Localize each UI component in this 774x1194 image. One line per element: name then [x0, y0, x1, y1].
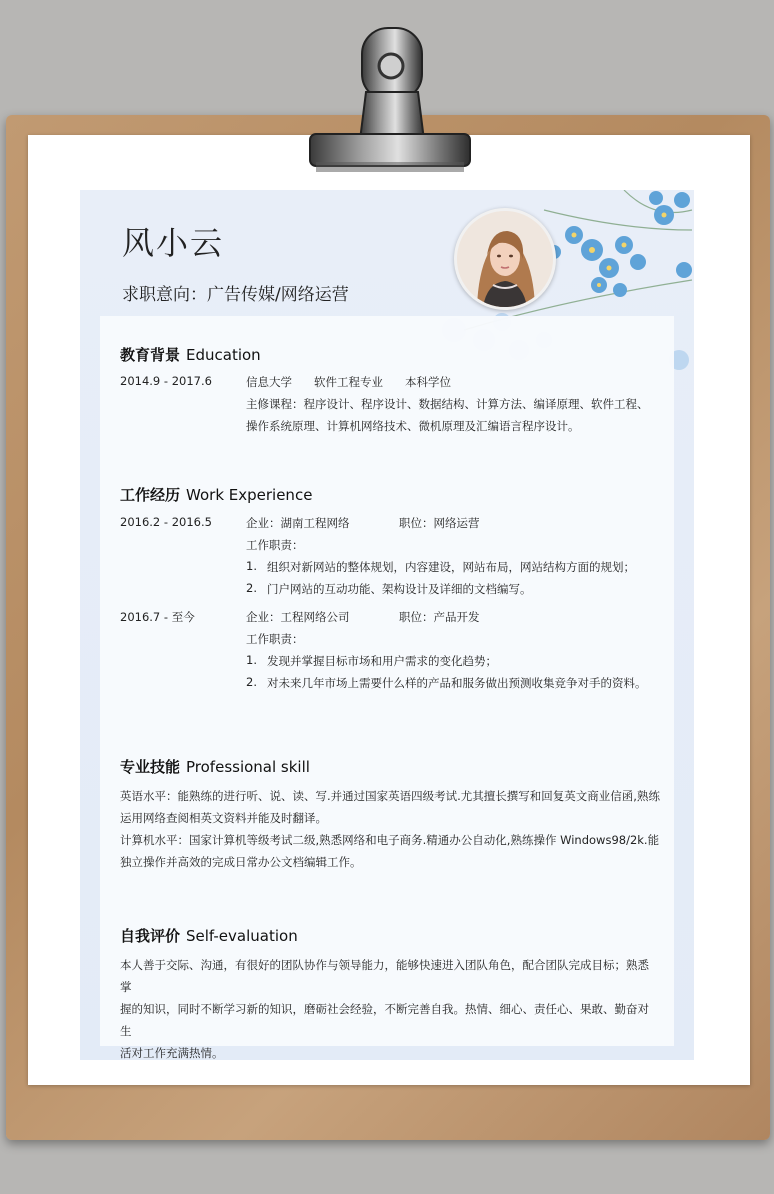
skill-computer-line2: 独立操作并高效的完成日常办公文档编辑工作。 [120, 855, 362, 869]
duty-text: 门户网站的互动功能、架构设计及详细的文档编写。 [267, 582, 532, 596]
resume-page [80, 190, 694, 1060]
section-title: 专业技能 Professional skill [120, 758, 310, 776]
evaluation-line1: 本人善于交际、沟通，有很好的团队协作与领导能力，能够快速进入团队角色，配合团队完成目标；熟悉掌 [120, 958, 649, 994]
section-title: 工作经历 Work Experience [120, 486, 313, 504]
education-section [120, 344, 660, 433]
duty-text: 组织对新网站的整体规划，内容建设，网站布局，网站结构方面的规划； [267, 560, 635, 574]
duty-number: 1. [246, 653, 257, 667]
skill-english-line1: 英语水平：能熟练的进行听、说、读、写.并通过国家英语四级考试.尤其擅长撰写和回复英文商业信函,熟练 [120, 789, 660, 803]
job-company: 企业：工程网络公司 [246, 610, 350, 624]
duty-number: 2. [246, 581, 257, 595]
education-period: 2014.9 - 2017.6 [120, 374, 212, 388]
education-degree: 本科学位 [405, 375, 451, 389]
job-duty-label: 工作职责： [246, 538, 304, 552]
job-period: 2016.2 - 2016.5 [120, 515, 212, 529]
portrait-icon [457, 211, 553, 307]
job-duty-label: 工作职责： [246, 632, 304, 646]
binder-clip-icon [300, 22, 480, 182]
evaluation-line3: 活对工作充满热情。 [120, 1046, 224, 1060]
duty-number: 2. [246, 675, 257, 689]
work-section [120, 484, 660, 690]
job-period: 2016.7 - 至今 [120, 610, 195, 624]
avatar [454, 208, 556, 310]
job-position: 职位：网络运营 [399, 516, 480, 530]
job-objective: 求职意向：广告传媒/网络运营 [122, 285, 349, 305]
job-position: 职位：产品开发 [399, 610, 480, 624]
skill-computer-line1: 计算机水平：国家计算机等级考试二级,熟悉网络和电子商务.精通办公自动化,熟练操作 Windows98/2k.能 [120, 833, 660, 847]
duty-number: 1. [246, 559, 257, 573]
education-courses-line1: 主修课程：程序设计、程序设计、数据结构、计算方法、编译原理、软件工程、 [246, 397, 649, 411]
section-title: 教育背景 Education [120, 346, 261, 364]
skill-english-line2: 运用网络查阅相英文资料并能及时翻译。 [120, 811, 327, 825]
section-title: 自我评价 Self-evaluation [120, 927, 298, 945]
job-company: 企业：湖南工程网络 [246, 516, 350, 530]
applicant-name: 风小云 [122, 224, 225, 262]
skills-section [120, 756, 660, 873]
evaluation-line2: 握的知识，同时不断学习新的知识，磨砺社会经验，不断完善自我。热情、细心、责任心、果敢、勤奋对生 [120, 1002, 649, 1038]
education-major: 软件工程专业 [314, 375, 383, 389]
duty-text: 对未来几年市场上需要什么样的产品和服务做出预测收集竞争对手的资料。 [267, 676, 647, 690]
duty-text: 发现并掌握目标市场和用户需求的变化趋势； [267, 654, 497, 668]
resume-content [100, 316, 674, 1060]
education-school: 信息大学 [246, 375, 292, 389]
education-courses-line2: 操作系统原理、计算机网络技术、微机原理及汇编语言程序设计。 [246, 419, 580, 433]
evaluation-section [120, 925, 660, 1060]
